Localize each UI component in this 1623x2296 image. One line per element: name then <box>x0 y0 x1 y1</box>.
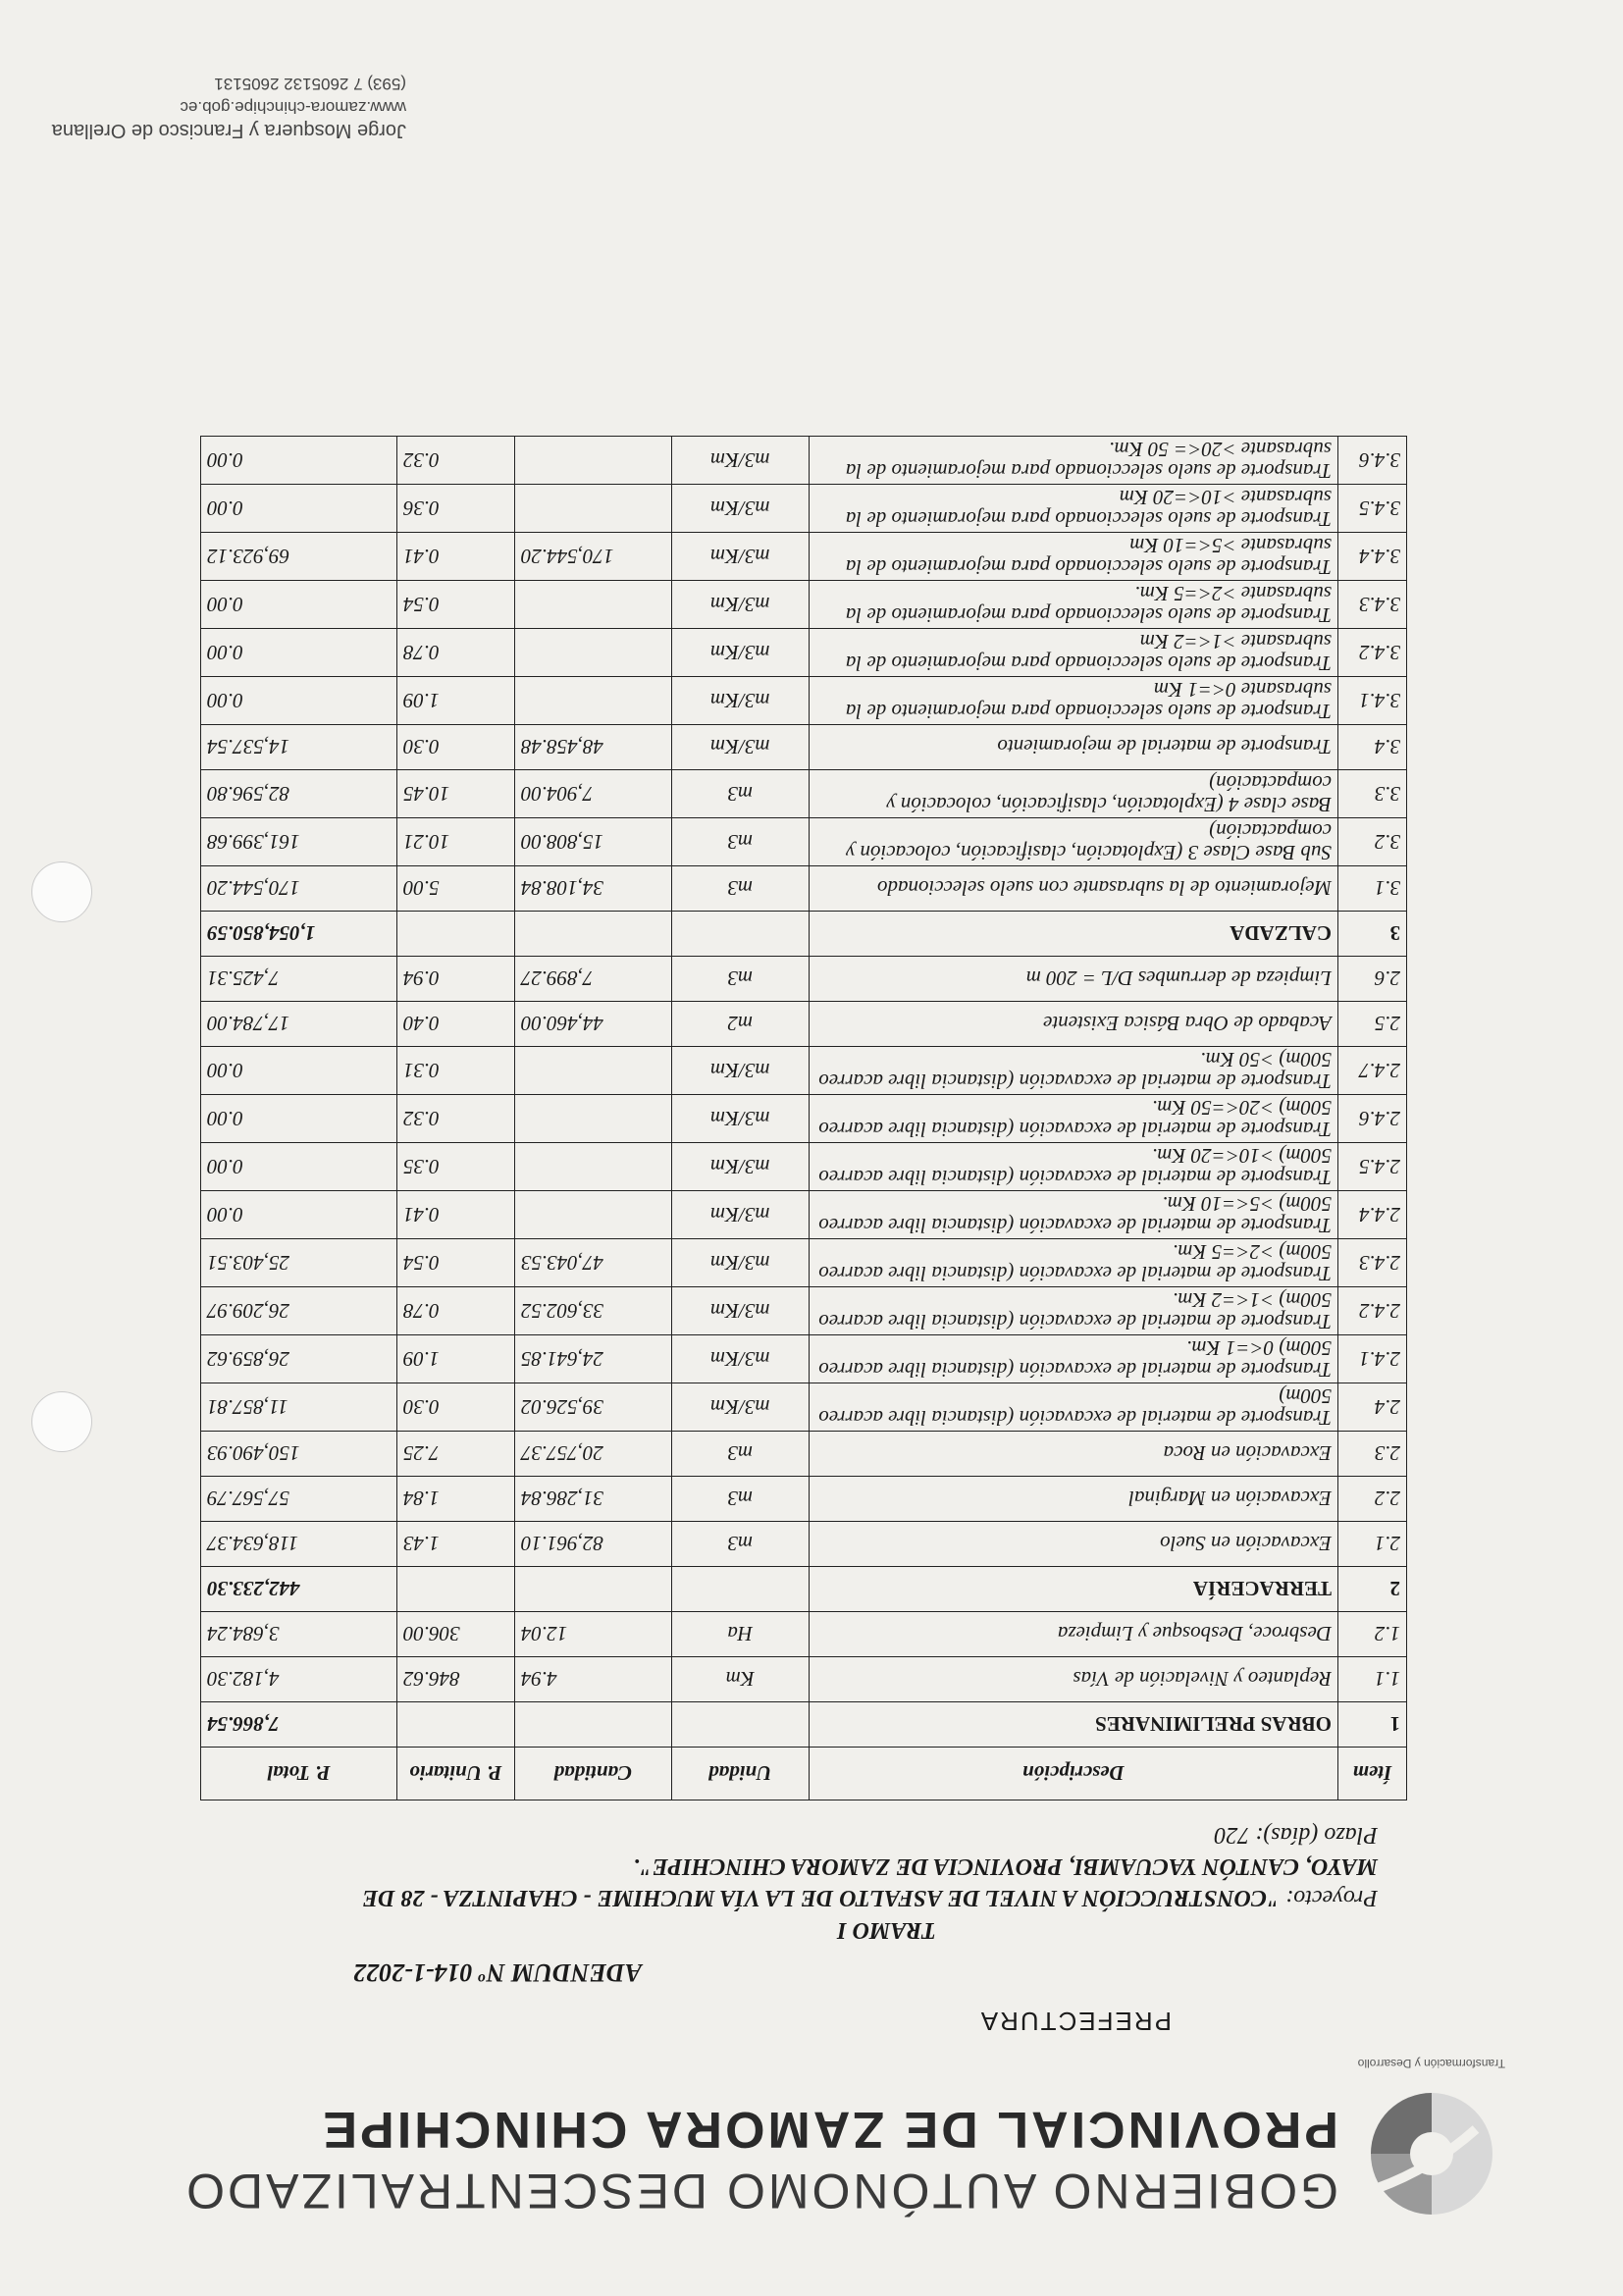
department-label: PREFECTURA <box>978 2007 1172 2036</box>
cell-unit: m2 <box>671 1002 809 1047</box>
cell-pu <box>396 912 514 957</box>
cell-desc: Mejoramiento de la subrasante con suelo seleccionado <box>809 866 1337 912</box>
table-row <box>201 1383 1407 1432</box>
cell-desc: Transporte de material de excavación (distancia libre acarreo 500m) >20<=50 Km. <box>809 1095 1337 1143</box>
header-quantity: Cantidad <box>514 1748 671 1800</box>
cell-total: 7,866.54 <box>201 1702 397 1748</box>
cell-item: 1.1 <box>1338 1657 1407 1702</box>
cell-item: 2.6 <box>1338 957 1407 1002</box>
cell-desc: Transporte de suelo seleccionado para mejoramiento de la subrasante 0<=1 Km <box>809 677 1337 725</box>
cell-item: 1 <box>1338 1702 1407 1748</box>
table-row <box>201 1047 1407 1095</box>
cell-item: 2.3 <box>1338 1432 1407 1477</box>
cell-qty: 4.94 <box>514 1657 671 1702</box>
cell-desc: Transporte de suelo seleccionado para mejoramiento de la subrasante >2<=5 Km. <box>809 581 1337 629</box>
header-unit-price: P. Unitario <box>396 1748 514 1800</box>
cell-item: 2.2 <box>1338 1477 1407 1522</box>
cell-total: 3,684.24 <box>201 1612 397 1657</box>
cell-item: 3.4.4 <box>1338 533 1407 581</box>
cell-total: 170,544.20 <box>201 866 397 912</box>
punch-hole <box>31 1391 92 1452</box>
cell-qty <box>514 912 671 957</box>
cell-qty <box>514 1191 671 1239</box>
cell-qty <box>514 677 671 725</box>
project-deadline: Plazo (días): 720 <box>1214 1822 1378 1848</box>
org-name-line2: PROVINCIAL DE ZAMORA CHINCHIPE <box>320 2101 1338 2158</box>
cell-desc: Excavación en Roca <box>809 1432 1337 1477</box>
cell-unit: m3/Km <box>671 725 809 770</box>
cell-desc: Replanteo y Nivelación de Vías <box>809 1657 1337 1702</box>
cell-item: 2.4 <box>1338 1383 1407 1432</box>
cell-total: 25,403.51 <box>201 1239 397 1287</box>
cell-pu: 0.35 <box>396 1143 514 1191</box>
cell-qty: 20,757.37 <box>514 1432 671 1477</box>
cell-unit: m3 <box>671 1477 809 1522</box>
org-name-line1: GOBIERNO AUTÓNOMO DESCENTRALIZADO <box>183 2164 1338 2218</box>
cell-pu: 0.78 <box>396 1287 514 1335</box>
cell-desc: CALZADA <box>809 912 1337 957</box>
table-row <box>201 1612 1407 1657</box>
cell-desc: Transporte de material de excavación (distancia libre acarreo 500m) <box>809 1383 1337 1432</box>
cell-desc: Base clase 4 (Explotación, clasificación, colocación y compactación) <box>809 770 1337 818</box>
footer-address: Jorge Mosquera y Francisco de Orellana <box>51 120 406 141</box>
cell-pu: 0.32 <box>396 437 514 485</box>
cell-item: 3.4.5 <box>1338 485 1407 533</box>
cell-item: 2.4.7 <box>1338 1047 1407 1095</box>
cell-unit: Km <box>671 1657 809 1702</box>
cell-qty: 7,904.00 <box>514 770 671 818</box>
table-row <box>201 1095 1407 1143</box>
cell-unit: m3 <box>671 770 809 818</box>
footer-contact <box>52 72 406 142</box>
table-row <box>201 1239 1407 1287</box>
cell-total: 57,567.79 <box>201 1477 397 1522</box>
cell-total: 0.00 <box>201 437 397 485</box>
cell-total: 4,182.30 <box>201 1657 397 1702</box>
addendum-number: ADENDUM Nº 014-1-2022 <box>353 1958 642 1987</box>
table-row <box>201 725 1407 770</box>
cell-desc: Transporte de material de mejoramiento <box>809 725 1337 770</box>
cell-unit <box>671 1567 809 1612</box>
header-description: Descripción <box>809 1748 1337 1800</box>
section-row <box>201 912 1407 957</box>
cell-desc: Transporte de material de excavación (distancia libre acarreo 500m) 0<=1 Km. <box>809 1335 1337 1383</box>
cell-pu: 1.09 <box>396 677 514 725</box>
cell-pu: 0.40 <box>396 1002 514 1047</box>
letterhead <box>131 2041 1505 2237</box>
header-item: Ítem <box>1338 1748 1407 1800</box>
project-title: "CONSTRUCCIÓN A NIVEL DE ASFALTO DE LA VÍA MUCHIME - CHAPINTZA - 28 DE MAYO, CANTÓN YACUAMBI, PROVINCIA DE ZAMORA CHINCHIPE". <box>362 1853 1378 1910</box>
cell-pu: 10.45 <box>396 770 514 818</box>
cell-qty <box>514 581 671 629</box>
cell-item: 3.4.2 <box>1338 629 1407 677</box>
cell-qty: 82,961.10 <box>514 1522 671 1567</box>
cell-total: 442,233.30 <box>201 1567 397 1612</box>
table-row <box>201 1335 1407 1383</box>
table-row <box>201 1191 1407 1239</box>
table-row <box>201 1287 1407 1335</box>
cell-total: 118,634.37 <box>201 1522 397 1567</box>
cell-unit: m3/Km <box>671 1095 809 1143</box>
cell-pu: 10.21 <box>396 818 514 866</box>
cell-unit: m3 <box>671 866 809 912</box>
table-row <box>201 1657 1407 1702</box>
table-row <box>201 485 1407 533</box>
cell-total: 0.00 <box>201 1095 397 1143</box>
cell-total: 0.00 <box>201 485 397 533</box>
cell-pu: 0.94 <box>396 957 514 1002</box>
punch-hole <box>31 861 92 922</box>
cell-desc: Limpieza de derrumbes D/L = 200 m <box>809 957 1337 1002</box>
table-row <box>201 1477 1407 1522</box>
cell-pu: 1.84 <box>396 1477 514 1522</box>
header-total-price: P. Total <box>201 1748 397 1800</box>
cell-qty: 12.04 <box>514 1612 671 1657</box>
table-row <box>201 818 1407 866</box>
cell-pu: 0.30 <box>396 725 514 770</box>
cell-qty <box>514 1567 671 1612</box>
cell-desc: Transporte de material de excavación (distancia libre acarreo 500m) >1<=2 Km. <box>809 1287 1337 1335</box>
cell-item: 2.4.2 <box>1338 1287 1407 1335</box>
table-row <box>201 677 1407 725</box>
cell-total: 1,054,850.59 <box>201 912 397 957</box>
cell-total: 82,596.80 <box>201 770 397 818</box>
cell-desc: Acabado de Obra Básica Existente <box>809 1002 1337 1047</box>
cell-qty <box>514 1143 671 1191</box>
section-row <box>201 1567 1407 1612</box>
org-tagline: Transformación y Desarrollo <box>1357 2057 1505 2070</box>
cell-qty: 7,899.27 <box>514 957 671 1002</box>
cell-item: 3.4.3 <box>1338 581 1407 629</box>
cell-item: 2.4.1 <box>1338 1335 1407 1383</box>
cell-unit: Ha <box>671 1612 809 1657</box>
cell-qty: 15,808.00 <box>514 818 671 866</box>
cell-pu <box>396 1567 514 1612</box>
cell-desc: Transporte de material de excavación (distancia libre acarreo 500m) >2<=5 Km. <box>809 1239 1337 1287</box>
cell-unit: m3/Km <box>671 533 809 581</box>
table-header-row <box>201 1748 1407 1800</box>
cell-qty: 24,641.85 <box>514 1335 671 1383</box>
cell-unit: m3/Km <box>671 1143 809 1191</box>
cell-item: 3.1 <box>1338 866 1407 912</box>
table-row <box>201 957 1407 1002</box>
cell-qty: 31,286.84 <box>514 1477 671 1522</box>
cell-desc: Transporte de suelo seleccionado para mejoramiento de la subrasante >10<=20 Km <box>809 485 1337 533</box>
cell-total: 17,784.00 <box>201 1002 397 1047</box>
footer-website: www.zamora-chinchipe.gob.ec <box>180 98 406 117</box>
table-row <box>201 581 1407 629</box>
cell-desc: Excavación en Marginal <box>809 1477 1337 1522</box>
cell-unit: m3/Km <box>671 485 809 533</box>
cell-desc: Transporte de suelo seleccionado para mejoramiento de la subrasante >5<=10 Km <box>809 533 1337 581</box>
cell-pu: 0.31 <box>396 1047 514 1095</box>
cell-pu: 0.54 <box>396 1239 514 1287</box>
table-row <box>201 1143 1407 1191</box>
table-body <box>201 437 1407 1748</box>
table-row <box>201 1522 1407 1567</box>
cell-unit: m3 <box>671 1522 809 1567</box>
cell-pu: 0.41 <box>396 1191 514 1239</box>
cell-item: 2.4.6 <box>1338 1095 1407 1143</box>
cell-pu: 7.25 <box>396 1432 514 1477</box>
cell-qty <box>514 629 671 677</box>
cell-desc: Transporte de material de excavación (distancia libre acarreo 500m) >5<=10 Km. <box>809 1191 1337 1239</box>
cell-total: 26,859.62 <box>201 1335 397 1383</box>
cell-unit: m3 <box>671 1432 809 1477</box>
cell-qty: 44,460.00 <box>514 1002 671 1047</box>
cell-total: 0.00 <box>201 581 397 629</box>
cell-pu: 846.62 <box>396 1657 514 1702</box>
cell-item: 2.4.4 <box>1338 1191 1407 1239</box>
cell-unit: m3/Km <box>671 677 809 725</box>
cell-total: 0.00 <box>201 1143 397 1191</box>
table-row <box>201 1432 1407 1477</box>
cell-total: 0.00 <box>201 1047 397 1095</box>
cell-total: 0.00 <box>201 629 397 677</box>
cell-qty <box>514 1047 671 1095</box>
cell-item: 3.4.6 <box>1338 437 1407 485</box>
cell-total: 11,857.81 <box>201 1383 397 1432</box>
cell-qty: 34,108.84 <box>514 866 671 912</box>
cell-unit: m3 <box>671 957 809 1002</box>
cell-total: 0.00 <box>201 1191 397 1239</box>
cell-unit: m3/Km <box>671 1287 809 1335</box>
cell-pu: 0.32 <box>396 1095 514 1143</box>
cell-desc: Sub Base Clase 3 (Explotación, clasificación, colocación y compactación) <box>809 818 1337 866</box>
footer-phone: (593) 7 2605132 2605131 <box>214 75 406 93</box>
cell-pu: 1.43 <box>396 1522 514 1567</box>
cell-desc: Transporte de suelo seleccionado para mejoramiento de la subrasante >1<=2 Km <box>809 629 1337 677</box>
cell-qty <box>514 1702 671 1748</box>
cell-desc: Transporte de material de excavación (distancia libre acarreo 500m) >50 Km. <box>809 1047 1337 1095</box>
project-label: Proyecto: <box>1285 1885 1378 1910</box>
cell-unit <box>671 912 809 957</box>
cell-item: 2 <box>1338 1567 1407 1612</box>
cell-qty: 47,043.53 <box>514 1239 671 1287</box>
cell-item: 2.1 <box>1338 1522 1407 1567</box>
cell-pu: 0.54 <box>396 581 514 629</box>
cell-item: 3 <box>1338 912 1407 957</box>
cell-qty <box>514 437 671 485</box>
table-row <box>201 533 1407 581</box>
header-unit: Unidad <box>671 1748 809 1800</box>
project-block <box>318 1819 1378 1913</box>
cell-unit: m3 <box>671 818 809 866</box>
cell-unit: m3/Km <box>671 1335 809 1383</box>
cell-unit: m3/Km <box>671 1191 809 1239</box>
cell-pu: 5.00 <box>396 866 514 912</box>
cell-desc: OBRAS PRELIMINARES <box>809 1702 1337 1748</box>
cell-item: 3.4 <box>1338 725 1407 770</box>
cell-unit: m3/Km <box>671 581 809 629</box>
cell-qty: 33,602.52 <box>514 1287 671 1335</box>
table-row <box>201 1002 1407 1047</box>
cell-unit: m3/Km <box>671 437 809 485</box>
cell-total: 26,209.97 <box>201 1287 397 1335</box>
cell-qty <box>514 1095 671 1143</box>
cell-total: 69,923.12 <box>201 533 397 581</box>
cell-unit: m3/Km <box>671 1239 809 1287</box>
cell-unit: m3/Km <box>671 1047 809 1095</box>
cell-total: 150,490.93 <box>201 1432 397 1477</box>
cell-unit: m3/Km <box>671 1383 809 1432</box>
cell-total: 161,399.68 <box>201 818 397 866</box>
cell-desc: Excavación en Suelo <box>809 1522 1337 1567</box>
cell-qty: 170,544.20 <box>514 533 671 581</box>
cell-qty: 39,526.02 <box>514 1383 671 1432</box>
cell-unit <box>671 1702 809 1748</box>
cell-desc: Desbroce, Desbosque y Limpieza <box>809 1612 1337 1657</box>
budget-table <box>200 436 1407 1800</box>
table-row <box>201 437 1407 485</box>
cell-desc: Transporte de suelo seleccionado para mejoramiento de la subrasante >20<= 50 Km. <box>809 437 1337 485</box>
cell-item: 3.4.1 <box>1338 677 1407 725</box>
cell-pu: 0.36 <box>396 485 514 533</box>
cell-pu: 0.78 <box>396 629 514 677</box>
cell-item: 3.3 <box>1338 770 1407 818</box>
cell-item: 1.2 <box>1338 1612 1407 1657</box>
cell-pu: 306.00 <box>396 1612 514 1657</box>
cell-qty <box>514 485 671 533</box>
cell-item: 2.4.5 <box>1338 1143 1407 1191</box>
cell-item: 3.2 <box>1338 818 1407 866</box>
cell-item: 2.5 <box>1338 1002 1407 1047</box>
table-row <box>201 629 1407 677</box>
tramo-title: TRAMO I <box>837 1917 936 1943</box>
section-row <box>201 1702 1407 1748</box>
cell-desc: Transporte de material de excavación (distancia libre acarreo 500m) >10<=20 Km. <box>809 1143 1337 1191</box>
cell-pu <box>396 1702 514 1748</box>
cell-pu: 0.30 <box>396 1383 514 1432</box>
cell-total: 7,425.31 <box>201 957 397 1002</box>
cell-pu: 1.09 <box>396 1335 514 1383</box>
cell-item: 2.4.3 <box>1338 1239 1407 1287</box>
cell-desc: TERRACERÍA <box>809 1567 1337 1612</box>
cell-pu: 0.41 <box>396 533 514 581</box>
table-row <box>201 866 1407 912</box>
cell-unit: m3/Km <box>671 629 809 677</box>
cell-total: 0.00 <box>201 677 397 725</box>
cell-total: 14,537.54 <box>201 725 397 770</box>
table-row <box>201 770 1407 818</box>
prefecture-logo-icon <box>1358 2080 1505 2227</box>
cell-qty: 48,458.48 <box>514 725 671 770</box>
